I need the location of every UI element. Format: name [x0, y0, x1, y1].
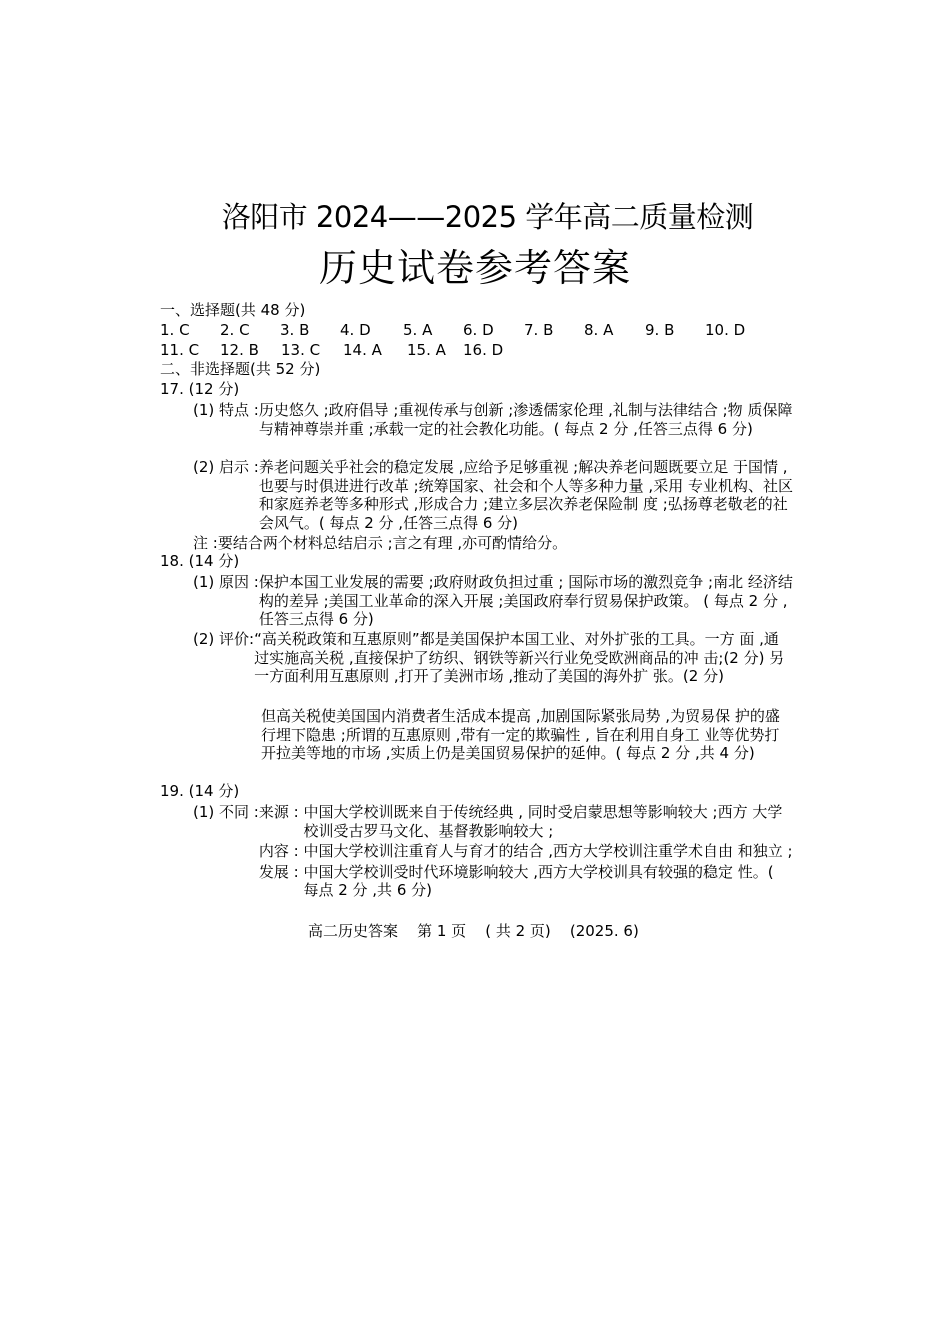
mc-answers-row1: [160, 321, 745, 340]
q19-part1-items: [259, 803, 793, 900]
q19-item-text: 中国大学校训既来自于传统经典 , 同时受启蒙思想等影响较大 ;西方 大学校训受古罗马文化、基督教影响较大 ;: [303, 803, 783, 840]
q19-item-development: [259, 863, 793, 900]
q19-item-text: 中国大学校训注重育人与育才的结合 ,西方大学校训注重学术自由 和独立 ;: [303, 842, 793, 860]
q19-item-label: 来源 :: [258, 803, 304, 821]
mc-answer: 13. C: [281, 341, 321, 359]
q17-part1-text: 历史悠久 ;政府倡导 ;重视传承与创新 ;渗透儒家伦理 ,礼制与法律结合 ;物 质保障与精神尊崇并重 ;承载一定的社会教化功能。( 每点 2 分 ,任答三点得 6 分): [258, 401, 793, 438]
q18-heading: 18. (14 分): [160, 552, 240, 570]
mc-answer: 10. D: [705, 321, 746, 339]
q17-part2-text: 养老问题关乎社会的稳定发展 ,应给予足够重视 ;解决养老问题既要立足 于国情 ,也要与时俱进进行改革 ;统筹国家、社会和个人等多种力量 ,采用 专业机构、社区和家庭养老等多种形式 ,形成合力 ;建立多层次养老保险制 度 ;弘扬尊老敬老的社会风气。( 每点 2 分 ,任答三点得 6 分): [258, 458, 793, 532]
section1-heading: 一、选择题(共 48 分): [160, 301, 306, 319]
q18-part2-label: (2) 评价:: [193, 630, 255, 648]
mc-answer: 1. C: [160, 321, 190, 339]
q17-part1: [193, 401, 793, 438]
document-title: 洛阳市 2024——2025 学年高二质量检测: [221, 200, 754, 234]
mc-answer: 8. A: [584, 321, 614, 339]
q17-heading: 17. (12 分): [160, 380, 240, 398]
q18-part1-text: 保护本国工业发展的需要 ;政府财政负担过重 ; 国际市场的激烈竞争 ;南北 经济结构的差异 ;美国工业革命的深入开展 ;美国政府奉行贸易保护政策。 ( 每点 2 分 ,任答三点得 6 分): [258, 573, 793, 628]
mc-answer: 4. D: [340, 321, 371, 339]
q19-part1: [193, 803, 793, 900]
mc-answer: 12. B: [220, 341, 259, 359]
mc-answers-row2: [160, 341, 503, 360]
q18-part2-text: “高关税政策和互惠原则”都是美国保护本国工业、对外扩张的工具。一方 面 ,通过实施高关税 ,直接保护了纺织、钢铁等新兴行业免受欧洲商品的冲 击;(2 分) 另一方面利用互惠原则 ,打开了美洲市场 ,推动了美国的海外扩 张。(2 分): [254, 630, 785, 685]
q18-part1-label: (1) 原因 :: [193, 573, 259, 591]
mc-answer: 11. C: [160, 341, 200, 359]
q17-part2-label: (2) 启示 :: [193, 458, 259, 476]
q19-part1-label: (1) 不同 :: [193, 803, 259, 821]
mc-answer: 2. C: [220, 321, 250, 339]
q17-part1-label: (1) 特点 :: [193, 401, 259, 419]
mc-answer: 5. A: [403, 321, 433, 339]
q18-part2: [193, 630, 793, 686]
section2-heading: 二、非选择题(共 52 分): [160, 360, 321, 378]
mc-answer: 14. A: [343, 341, 382, 359]
q19-item-label: 内容 :: [258, 842, 304, 860]
mc-answer: 7. B: [524, 321, 554, 339]
q19-heading: 19. (14 分): [160, 782, 240, 800]
q19-item-content: [259, 842, 793, 861]
page-footer: 高二历史答案 第 1 页 ( 共 2 页) (2025. 6): [308, 922, 639, 940]
mc-answer: 16. D: [463, 341, 504, 359]
q19-item-text: 中国大学校训受时代环境影响较大 ,西方大学校训具有较强的稳定 性。( 每点 2 分 ,共 6 分): [303, 862, 774, 899]
mc-answer: 3. B: [280, 321, 310, 339]
q17-part2: [193, 458, 793, 532]
q17-note: 注 :要结合两个材料总结启示 ;言之有理 ,亦可酌情给分。: [193, 534, 568, 552]
document-subtitle: 历史试卷参考答案: [318, 246, 631, 290]
mc-answer: 15. A: [407, 341, 446, 359]
q18-part1: [193, 573, 793, 629]
mc-answer: 9. B: [645, 321, 675, 339]
q19-item-label: 发展 :: [258, 862, 304, 881]
mc-answer: 6. D: [463, 321, 494, 339]
q18-part2-continued: 但高关税使美国国内消费者生活成本提高 ,加剧国际紧张局势 ,为贸易保 护的盛行埋下隐患 ;所谓的互惠原则 ,带有一定的欺骗性 , 旨在利用自身工 业等优势打开拉美等地的市场 ,实质上仍是美国贸易保护的延伸。( 每点 2 分 ,共 4 分): [261, 707, 780, 762]
q19-item-source: [259, 803, 793, 840]
